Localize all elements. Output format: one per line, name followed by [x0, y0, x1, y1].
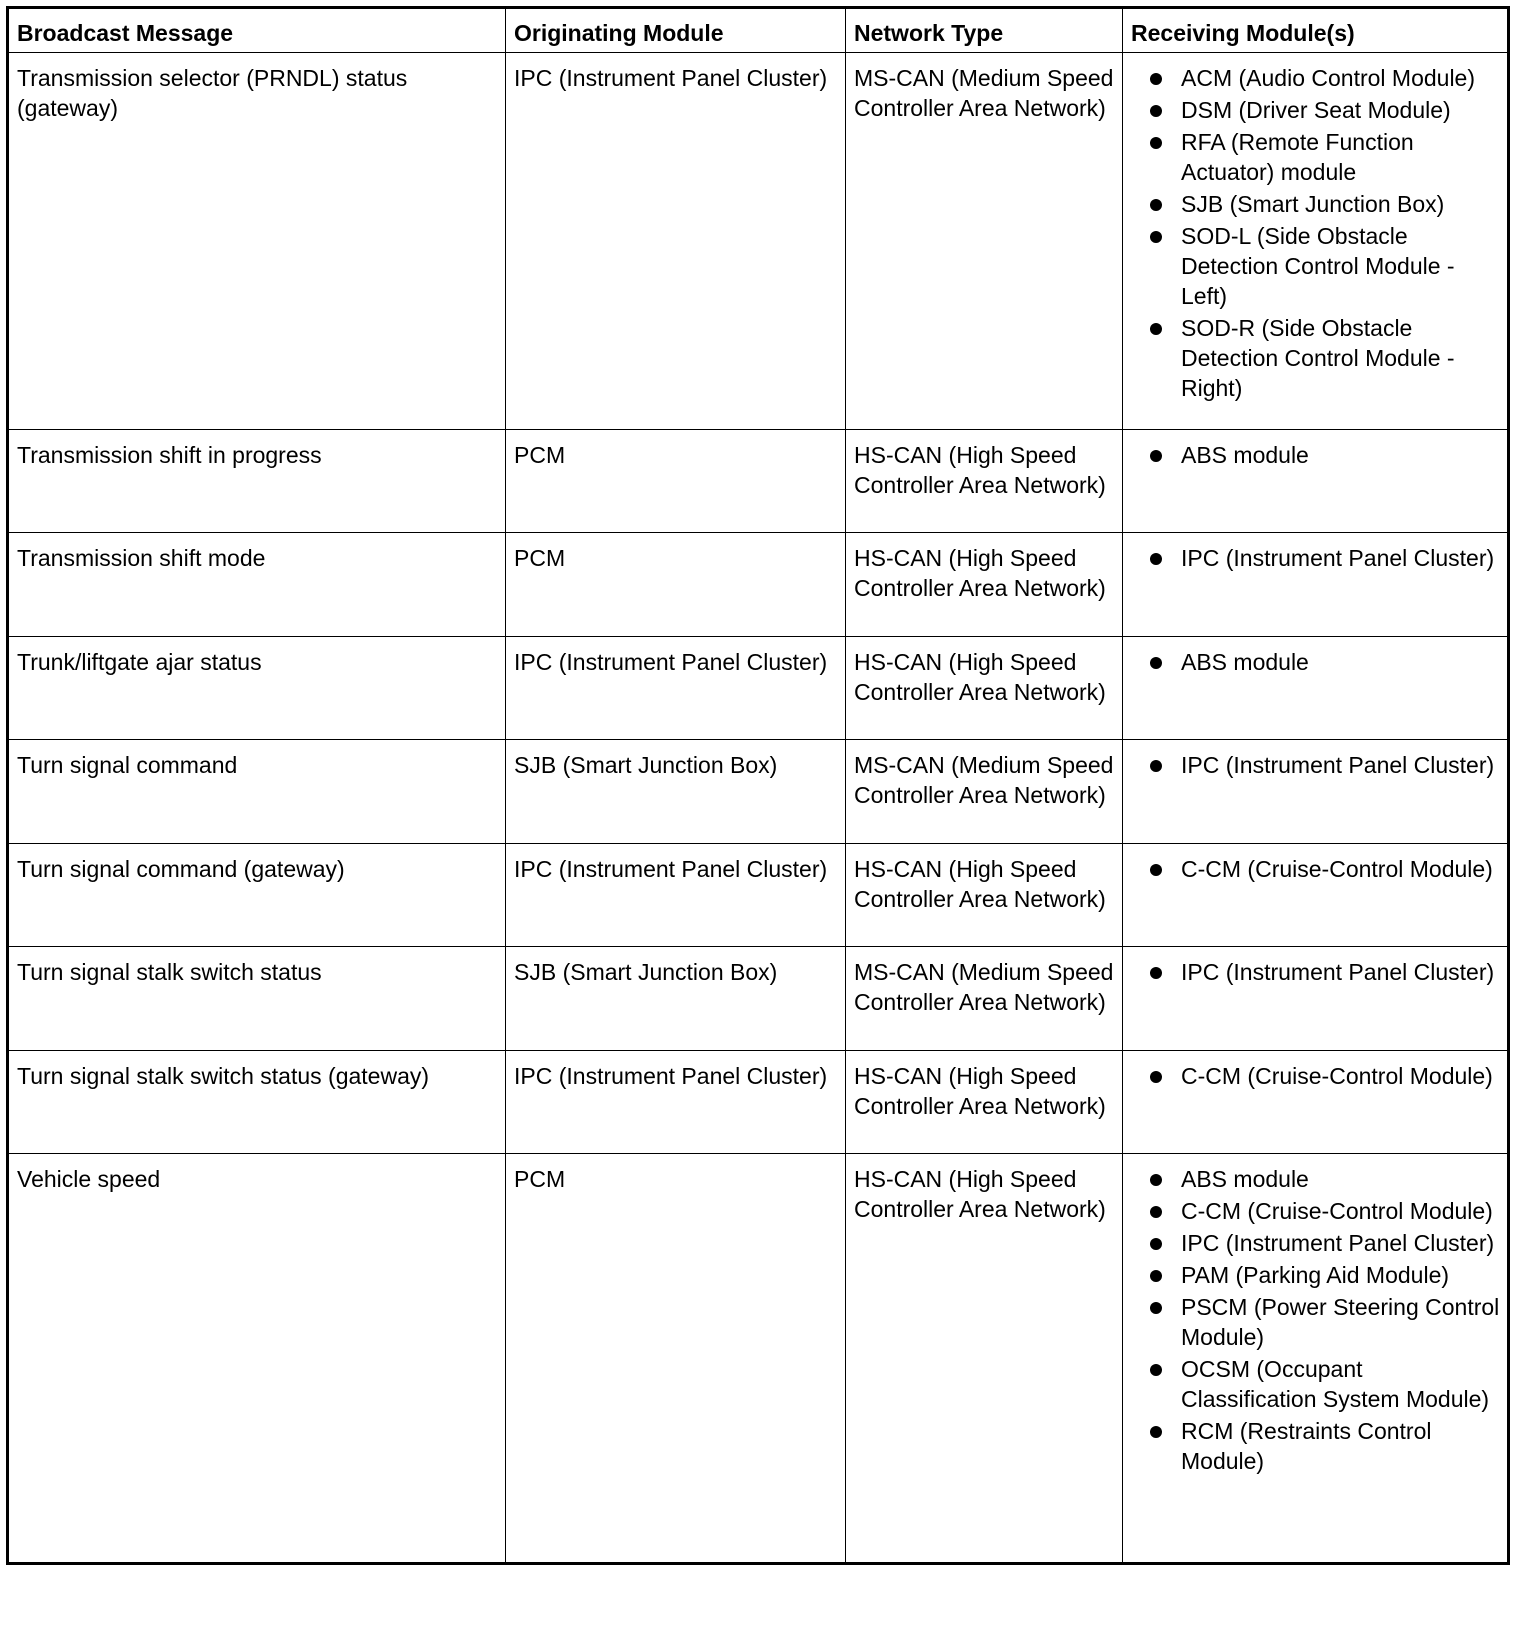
broadcast-message-table: [6, 6, 1510, 1565]
originating-module-cell: PCM: [506, 533, 846, 637]
broadcast-message-cell: Transmission selector (PRNDL) status (gateway): [8, 53, 506, 430]
table-row: [8, 1154, 1509, 1564]
originating-module-cell: SJB (Smart Junction Box): [506, 740, 846, 844]
bullet-icon: [1150, 450, 1162, 462]
broadcast-message-cell: Turn signal command: [8, 740, 506, 844]
network-type-cell: HS-CAN (High Speed Controller Area Network): [846, 637, 1123, 740]
bullet-icon: [1150, 199, 1162, 211]
receiving-modules-list: [1123, 854, 1503, 884]
table-row: [8, 53, 1509, 430]
receiving-modules-list: [1123, 63, 1503, 403]
receiving-module-label: ABS module: [1181, 442, 1309, 468]
bullet-icon: [1150, 1302, 1162, 1314]
bullet-icon: [1150, 1270, 1162, 1282]
receiving-modules-list: [1123, 1061, 1503, 1091]
header-originating-module: Originating Module: [506, 8, 846, 53]
table-body: [8, 53, 1509, 1564]
originating-module-cell: PCM: [506, 1154, 846, 1564]
receiving-modules-list: [1123, 543, 1503, 573]
bullet-icon: [1150, 1364, 1162, 1376]
list-item: [1123, 1354, 1503, 1414]
receiving-modules-list: [1123, 440, 1503, 470]
receiving-module-label: DSM (Driver Seat Module): [1181, 97, 1451, 123]
bullet-icon: [1150, 657, 1162, 669]
network-type-cell: HS-CAN (High Speed Controller Area Network): [846, 844, 1123, 947]
list-item: [1123, 750, 1503, 780]
receiving-module-label: IPC (Instrument Panel Cluster): [1181, 545, 1495, 571]
list-item: [1123, 95, 1503, 125]
receiving-modules-cell: [1123, 637, 1509, 740]
receiving-modules-cell: [1123, 533, 1509, 637]
broadcast-message-cell: Transmission shift mode: [8, 533, 506, 637]
receiving-module-label: OCSM (Occupant Classification System Module): [1181, 1356, 1490, 1412]
originating-module-cell: SJB (Smart Junction Box): [506, 947, 846, 1051]
list-item: [1123, 63, 1503, 93]
list-item: [1123, 647, 1503, 677]
header-receiving-modules: Receiving Module(s): [1123, 8, 1509, 53]
table-row: [8, 533, 1509, 637]
bullet-icon: [1150, 231, 1162, 243]
list-item: [1123, 221, 1503, 311]
network-type-cell: MS-CAN (Medium Speed Controller Area Network): [846, 53, 1123, 430]
bullet-icon: [1150, 1238, 1162, 1250]
bullet-icon: [1150, 323, 1162, 335]
receiving-module-label: SOD-R (Side Obstacle Detection Control Module - Right): [1181, 315, 1455, 401]
originating-module-cell: IPC (Instrument Panel Cluster): [506, 844, 846, 947]
list-item: [1123, 313, 1503, 403]
receiving-module-label: PAM (Parking Aid Module): [1181, 1262, 1450, 1288]
list-item: [1123, 854, 1503, 884]
bullet-icon: [1150, 553, 1162, 565]
header-network-type: Network Type: [846, 8, 1123, 53]
receiving-modules-list: [1123, 647, 1503, 677]
originating-module-cell: IPC (Instrument Panel Cluster): [506, 53, 846, 430]
bullet-icon: [1150, 73, 1162, 85]
table-row: [8, 947, 1509, 1051]
receiving-module-label: IPC (Instrument Panel Cluster): [1181, 959, 1495, 985]
broadcast-message-cell: Trunk/liftgate ajar status: [8, 637, 506, 740]
originating-module-cell: IPC (Instrument Panel Cluster): [506, 1051, 846, 1154]
receiving-module-label: RCM (Restraints Control Module): [1181, 1418, 1432, 1474]
list-item: [1123, 1196, 1503, 1226]
bullet-icon: [1150, 864, 1162, 876]
receiving-module-label: ABS module: [1181, 649, 1309, 675]
table-row: [8, 1051, 1509, 1154]
originating-module-cell: PCM: [506, 430, 846, 533]
receiving-modules-cell: [1123, 1154, 1509, 1564]
broadcast-message-cell: Turn signal command (gateway): [8, 844, 506, 947]
list-item: [1123, 1061, 1503, 1091]
broadcast-message-cell: Vehicle speed: [8, 1154, 506, 1564]
receiving-module-label: IPC (Instrument Panel Cluster): [1181, 1230, 1495, 1256]
bullet-icon: [1150, 1206, 1162, 1218]
receiving-modules-cell: [1123, 1051, 1509, 1154]
table-row: [8, 637, 1509, 740]
network-type-cell: HS-CAN (High Speed Controller Area Network): [846, 1051, 1123, 1154]
receiving-module-label: C-CM (Cruise-Control Module): [1181, 1063, 1493, 1089]
network-type-cell: HS-CAN (High Speed Controller Area Network): [846, 1154, 1123, 1564]
receiving-module-label: SOD-L (Side Obstacle Detection Control Module - Left): [1181, 223, 1455, 309]
list-item: [1123, 543, 1503, 573]
broadcast-message-cell: Transmission shift in progress: [8, 430, 506, 533]
list-item: [1123, 1164, 1503, 1194]
network-type-cell: HS-CAN (High Speed Controller Area Network): [846, 533, 1123, 637]
table-header-row: [8, 8, 1509, 53]
bullet-icon: [1150, 1071, 1162, 1083]
receiving-modules-list: [1123, 750, 1503, 780]
receiving-modules-cell: [1123, 430, 1509, 533]
network-type-cell: HS-CAN (High Speed Controller Area Network): [846, 430, 1123, 533]
receiving-module-label: ABS module: [1181, 1166, 1309, 1192]
bullet-icon: [1150, 967, 1162, 979]
receiving-module-label: C-CM (Cruise-Control Module): [1181, 856, 1493, 882]
list-item: [1123, 957, 1503, 987]
receiving-module-label: PSCM (Power Steering Control Module): [1181, 1294, 1500, 1350]
receiving-module-label: IPC (Instrument Panel Cluster): [1181, 752, 1495, 778]
header-broadcast-message: Broadcast Message: [8, 8, 506, 53]
receiving-module-label: C-CM (Cruise-Control Module): [1181, 1198, 1493, 1224]
broadcast-message-cell: Turn signal stalk switch status: [8, 947, 506, 1051]
list-item: [1123, 440, 1503, 470]
network-type-cell: MS-CAN (Medium Speed Controller Area Network): [846, 947, 1123, 1051]
originating-module-cell: IPC (Instrument Panel Cluster): [506, 637, 846, 740]
bullet-icon: [1150, 137, 1162, 149]
bullet-icon: [1150, 760, 1162, 772]
receiving-module-label: RFA (Remote Function Actuator) module: [1181, 129, 1414, 185]
list-item: [1123, 1260, 1503, 1290]
bullet-icon: [1150, 105, 1162, 117]
table-row: [8, 430, 1509, 533]
list-item: [1123, 1416, 1503, 1476]
receiving-modules-cell: [1123, 844, 1509, 947]
list-item: [1123, 127, 1503, 187]
receiving-modules-list: [1123, 957, 1503, 987]
receiving-module-label: SJB (Smart Junction Box): [1181, 191, 1445, 217]
table-row: [8, 844, 1509, 947]
receiving-module-label: ACM (Audio Control Module): [1181, 65, 1476, 91]
network-type-cell: MS-CAN (Medium Speed Controller Area Network): [846, 740, 1123, 844]
receiving-modules-cell: [1123, 740, 1509, 844]
bullet-icon: [1150, 1174, 1162, 1186]
table-row: [8, 740, 1509, 844]
broadcast-message-table-container: [6, 6, 1507, 1565]
receiving-modules-cell: [1123, 947, 1509, 1051]
list-item: [1123, 1292, 1503, 1352]
receiving-modules-list: [1123, 1164, 1503, 1476]
bullet-icon: [1150, 1426, 1162, 1438]
list-item: [1123, 189, 1503, 219]
list-item: [1123, 1228, 1503, 1258]
receiving-modules-cell: [1123, 53, 1509, 430]
broadcast-message-cell: Turn signal stalk switch status (gateway): [8, 1051, 506, 1154]
